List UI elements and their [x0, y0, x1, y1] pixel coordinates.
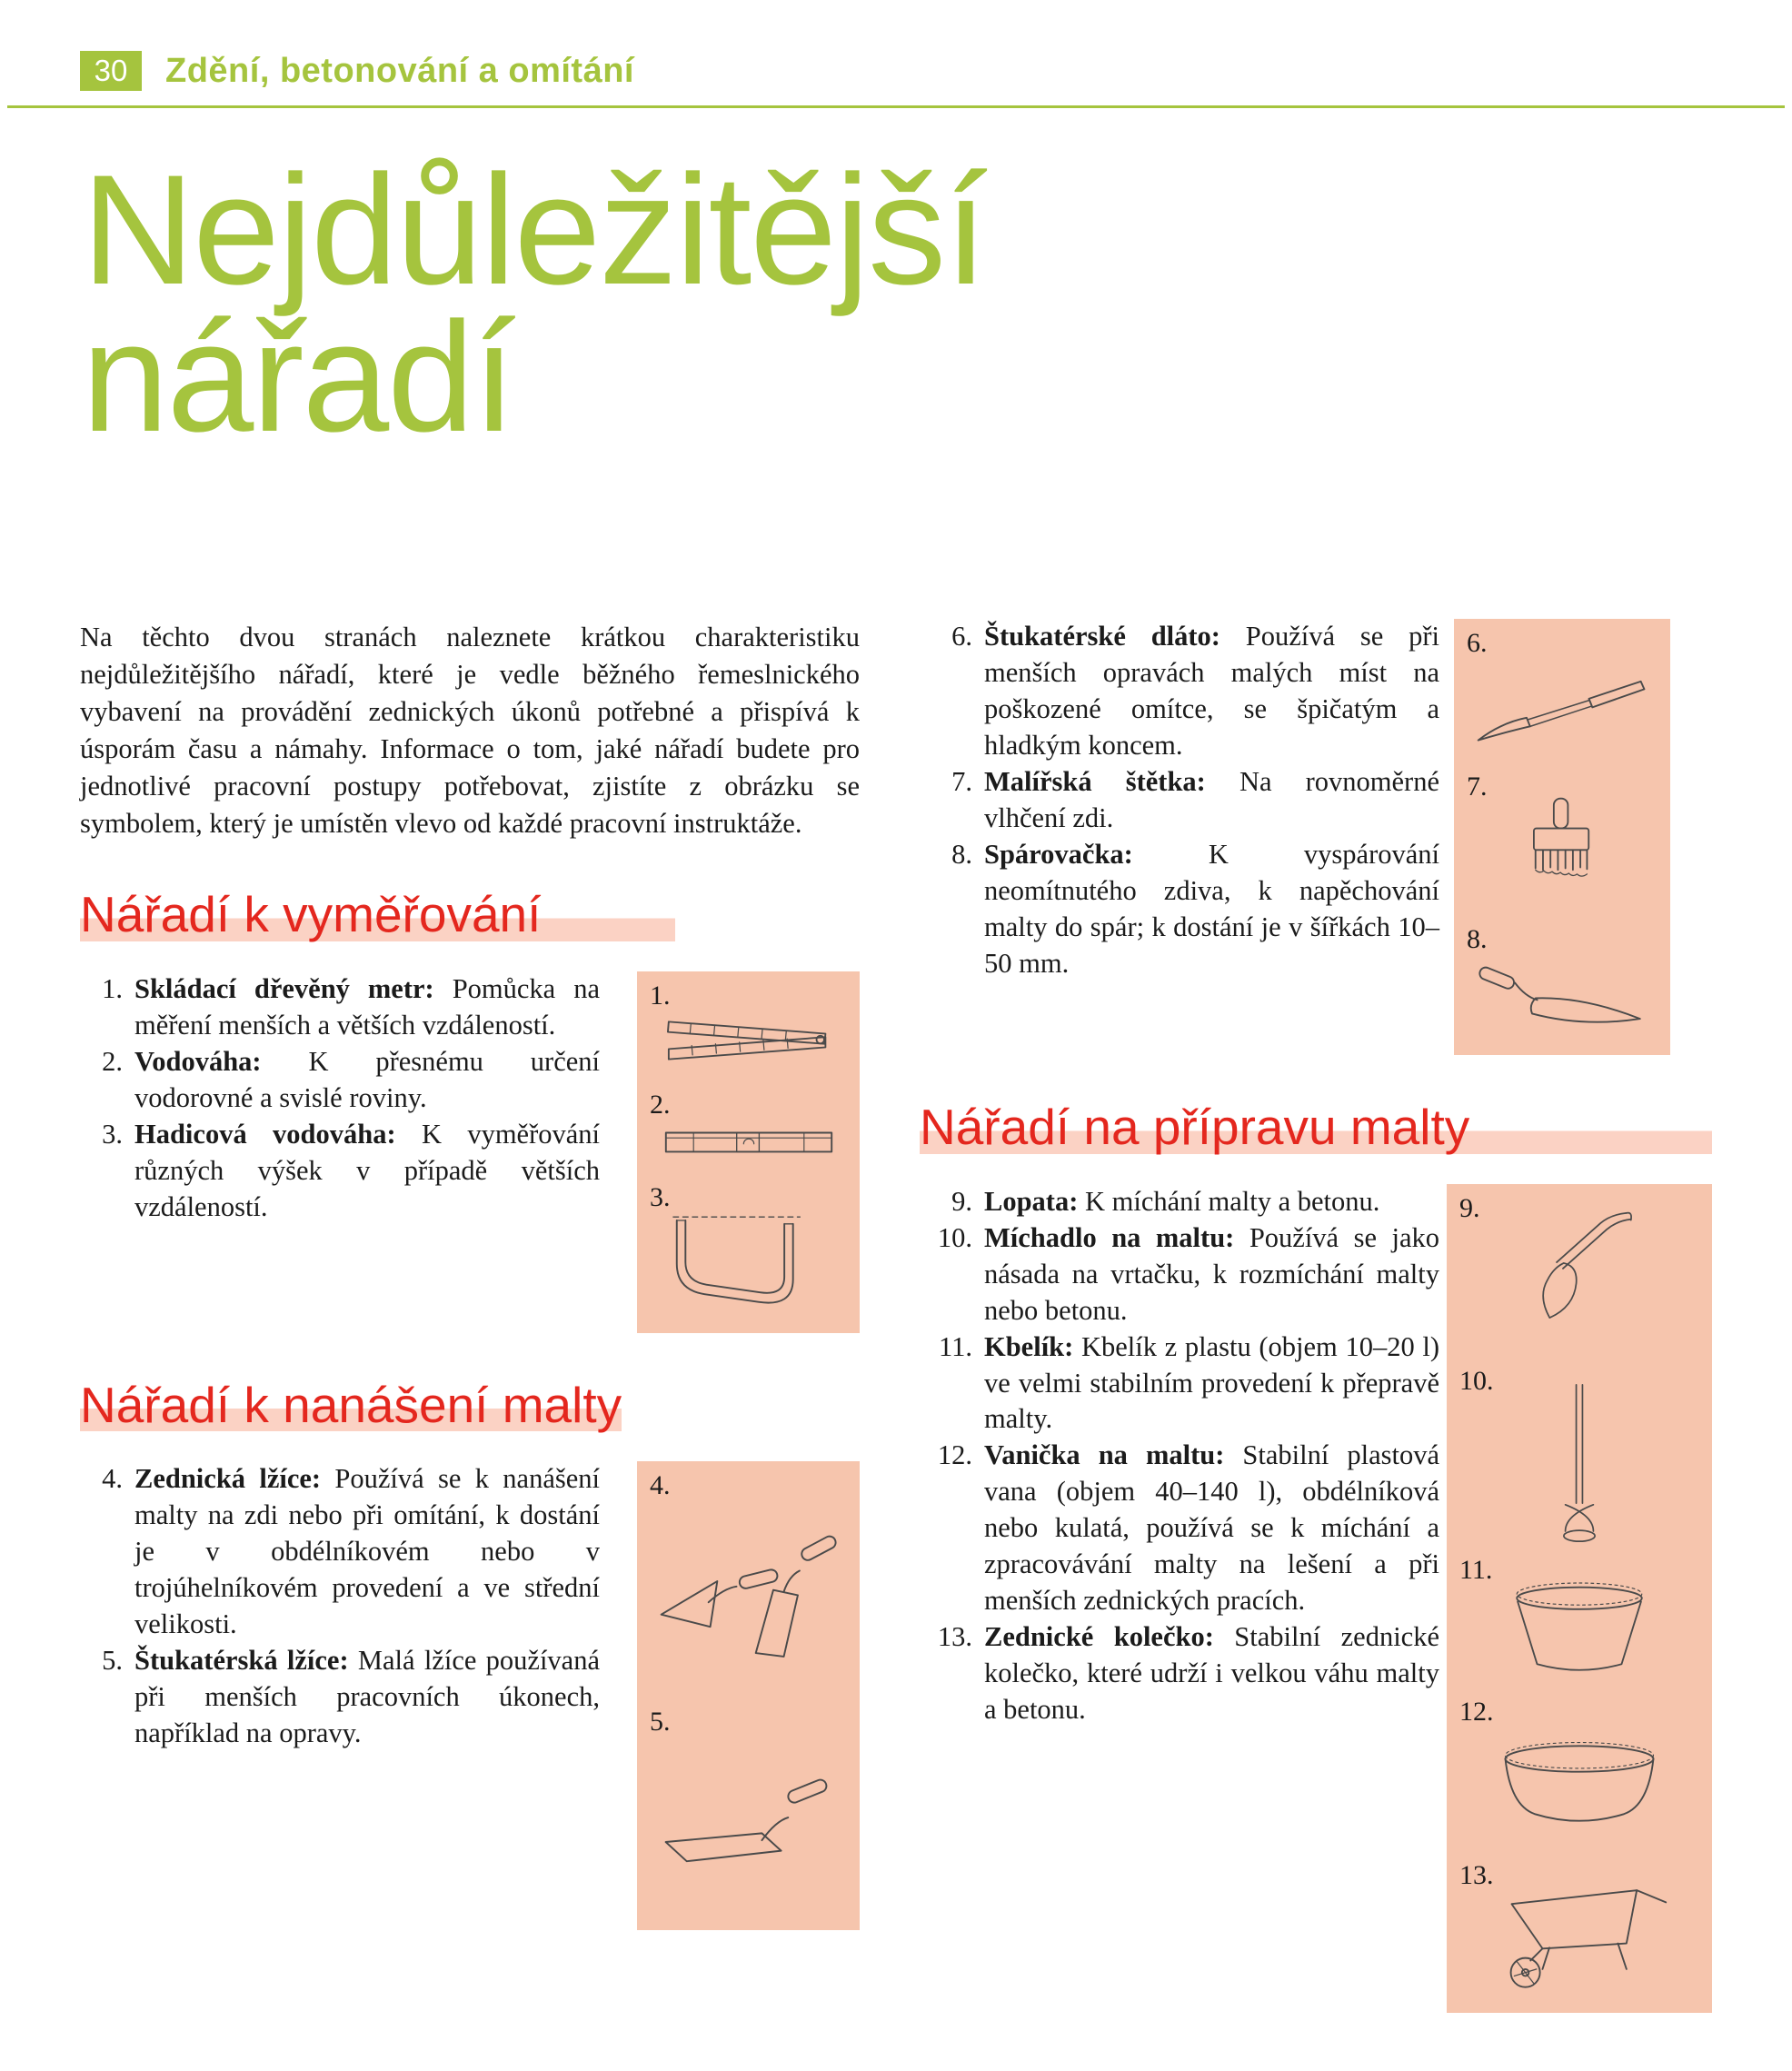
right-column	[920, 619, 1712, 2012]
header-divider	[7, 105, 1785, 108]
item-text	[134, 971, 600, 1044]
item-text	[984, 764, 1439, 837]
section-applying-right	[920, 619, 1712, 1055]
item-desc: K vyspárování neomítnutého zdiva, k napěchování malty do spár; k dostání je v šířkách 10–50 mm.	[984, 839, 1439, 979]
figure-box-finishing	[1454, 619, 1670, 1055]
figure-box-mortar	[1447, 1184, 1712, 2013]
section-heading-measuring: Nářadí k vyměřování	[80, 888, 675, 941]
figure-cell	[1456, 1553, 1703, 1695]
item-desc: Používá se k nanášení malty na zdi nebo při omítání, k dostání je v obdélníkovém nebo v trojúhelníkovém provedení a ve střední velikosti.	[134, 1463, 601, 1640]
intro-paragraph: Na těchto dvou stranách naleznete krátkou charakteristiku nejdůležitějšího nářadí, které je vedle běžného řemeslnického vybavení na provádění zednických úkonů potřebné a přispívá k úsporám času a námahy. Informace o tom, jaké nářadí budete pro jednotlivé pracovní postupy potřebovat, zjistíte z obrázku se symbolem, který je umístěn vlevo od každé pracovní instruktáže.	[80, 622, 860, 840]
item-text	[984, 1329, 1439, 1439]
item-desc: Používá se při menších opravách malých míst na poškozené omítce, se špičatým a hladkým koncem.	[984, 621, 1439, 762]
item-term: Malířská štětka:	[984, 766, 1206, 798]
item-desc: Kbelík z plastu (objem 10–20 l) ve velmi stabilním provedení k přepravě malty.	[984, 1330, 1439, 1435]
item-desc: K míchání malty a betonu.	[1085, 1185, 1380, 1217]
tool-list-item	[920, 1184, 1439, 1220]
figure-label: 7.	[1467, 772, 1488, 802]
tool-list-item	[80, 1461, 600, 1643]
figure-label: 12.	[1459, 1696, 1494, 1727]
tool-list-item	[920, 1619, 1439, 1728]
left-column	[80, 619, 860, 2012]
tool-list-measuring	[80, 971, 600, 1226]
tool-list-mortar	[920, 1184, 1439, 1728]
stucco-chisel-icon	[1471, 661, 1653, 751]
two-column-layout	[80, 619, 1712, 2012]
item-number: 8.	[951, 839, 972, 871]
section-applying-left	[80, 1461, 860, 1930]
item-term: Zednická lžíce:	[134, 1463, 322, 1495]
page-number-badge: 30	[80, 51, 142, 91]
item-term: Štukatérské dláto:	[984, 621, 1220, 652]
section-measuring	[80, 971, 860, 1333]
tool-list-item	[920, 837, 1439, 982]
item-number: 1.	[102, 972, 123, 1004]
item-text	[984, 619, 1439, 764]
figure-label: 6.	[1467, 628, 1488, 659]
item-term: Hadicová vodováha:	[134, 1118, 396, 1150]
item-desc: K přesnému určení vodorovné a svislé roviny.	[134, 1045, 600, 1113]
item-number: 3.	[102, 1118, 123, 1150]
item-text	[984, 1619, 1439, 1728]
item-number: 9.	[951, 1185, 972, 1217]
tool-list-item	[920, 619, 1439, 764]
tool-list-item	[920, 1329, 1439, 1439]
tool-list-item	[920, 1220, 1439, 1329]
item-term: Míchadlo na maltu:	[984, 1221, 1235, 1253]
figure-label: 3.	[650, 1181, 671, 1212]
figure-cell	[1456, 1858, 1703, 2002]
mortar-mixer-paddle-icon	[1547, 1381, 1612, 1550]
item-number: 5.	[102, 1644, 123, 1676]
item-number: 13.	[937, 1621, 972, 1653]
item-desc: Stabilní zednické kolečko, které udrží i velkou váhu malty a betonu.	[984, 1621, 1439, 1726]
page-header	[80, 51, 1712, 91]
page-title-line1: Nejdůležitější	[82, 143, 986, 317]
bucket-icon	[1508, 1579, 1651, 1683]
item-text	[134, 1461, 600, 1643]
tool-list-item	[80, 1643, 600, 1752]
figure-cell	[646, 1180, 851, 1322]
item-text	[984, 1184, 1439, 1220]
item-desc: Malá lžíce používaná při menších pracovních úkonech, například na opravy.	[134, 1644, 601, 1748]
item-desc: K vyměřování různých výšek v případě větších vzdáleností.	[134, 1118, 601, 1222]
item-number: 7.	[951, 766, 972, 798]
item-desc: Pomůcka na měření menších a větších vzdáleností.	[134, 972, 600, 1040]
item-term: Vanička na maltu:	[984, 1439, 1225, 1471]
figure-label: 4.	[650, 1470, 671, 1501]
item-number: 11.	[939, 1330, 972, 1362]
section-heading-applying: Nářadí k nanášení malty	[80, 1376, 622, 1433]
item-number: 6.	[951, 621, 972, 652]
figure-label: 9.	[1459, 1192, 1480, 1223]
tool-list-item	[80, 1044, 600, 1117]
figure-label: 1.	[650, 980, 671, 1011]
item-text	[984, 837, 1439, 982]
tool-list-applying-right	[920, 619, 1439, 982]
figure-cell	[1456, 1695, 1703, 1858]
spirit-level-icon	[662, 1121, 835, 1161]
figure-label: 10.	[1459, 1365, 1494, 1396]
figure-label: 11.	[1459, 1554, 1493, 1585]
figure-cell	[1456, 1364, 1703, 1553]
stucco-trowel-icon	[657, 1767, 841, 1872]
tool-list-item	[920, 1438, 1439, 1619]
section-mortar	[920, 1184, 1712, 2013]
hose-level-icon	[666, 1201, 831, 1316]
item-number: 10.	[937, 1221, 972, 1253]
section-heading-mortar: Nářadí na přípravu malty	[920, 1100, 1712, 1154]
figure-cell	[1456, 1191, 1703, 1364]
item-term: Zednické kolečko:	[984, 1621, 1214, 1653]
jointing-trowel-icon	[1472, 943, 1652, 1038]
figure-cell	[646, 1705, 851, 1918]
figure-cell	[1463, 626, 1661, 770]
figure-label: 2.	[650, 1089, 671, 1120]
painter-brush-icon	[1512, 795, 1612, 911]
figure-box-measuring	[637, 971, 860, 1333]
figure-box-trowels	[637, 1461, 860, 1930]
item-term: Lopata:	[984, 1185, 1079, 1217]
figure-cell	[1463, 922, 1661, 1044]
item-text	[134, 1643, 600, 1752]
mortar-tub-icon	[1498, 1733, 1661, 1835]
figure-cell	[646, 1088, 851, 1180]
item-desc: Na rovnoměrné vlhčení zdi.	[984, 766, 1439, 834]
figure-label: 5.	[650, 1707, 671, 1737]
tool-list-item	[80, 1117, 600, 1226]
wheelbarrow-icon	[1489, 1873, 1669, 2002]
item-term: Kbelík:	[984, 1330, 1074, 1362]
figure-cell	[646, 979, 851, 1088]
item-desc: Používá se jako násada na vrtačku, k rozmíchání malty nebo betonu.	[984, 1221, 1439, 1326]
item-number: 4.	[102, 1463, 123, 1495]
figure-label: 13.	[1459, 1859, 1494, 1890]
item-term: Spárovačka:	[984, 839, 1133, 871]
tool-list-item	[80, 971, 600, 1044]
shovel-icon	[1511, 1207, 1648, 1363]
tool-list-applying-left	[80, 1461, 600, 1752]
item-term: Štukatérská lžíce:	[134, 1644, 349, 1676]
folding-ruler-icon	[663, 1013, 834, 1068]
page-title-line2: nářadí	[82, 289, 514, 464]
page-title	[82, 143, 1712, 464]
item-number: 12.	[937, 1439, 972, 1471]
figure-cell	[646, 1469, 851, 1705]
figure-label: 8.	[1467, 924, 1488, 955]
item-term: Skládací dřevěný metr:	[134, 972, 434, 1004]
figure-cell	[1463, 770, 1661, 922]
item-desc: Stabilní plastová vana (objem 40–140 l), obdélníková nebo kulatá, používá se k míchání a zpracovávání malty na lešení a při menších zednických pracích.	[984, 1439, 1439, 1617]
tool-list-item	[920, 764, 1439, 837]
item-text	[984, 1438, 1439, 1619]
item-number: 2.	[102, 1045, 123, 1077]
item-text	[134, 1044, 600, 1117]
item-term: Vodováha:	[134, 1045, 262, 1077]
item-text	[984, 1220, 1439, 1329]
chapter-title: Zdění, betonování a omítání	[165, 51, 634, 90]
mason-trowel-icon	[652, 1528, 845, 1660]
item-text	[134, 1117, 600, 1226]
